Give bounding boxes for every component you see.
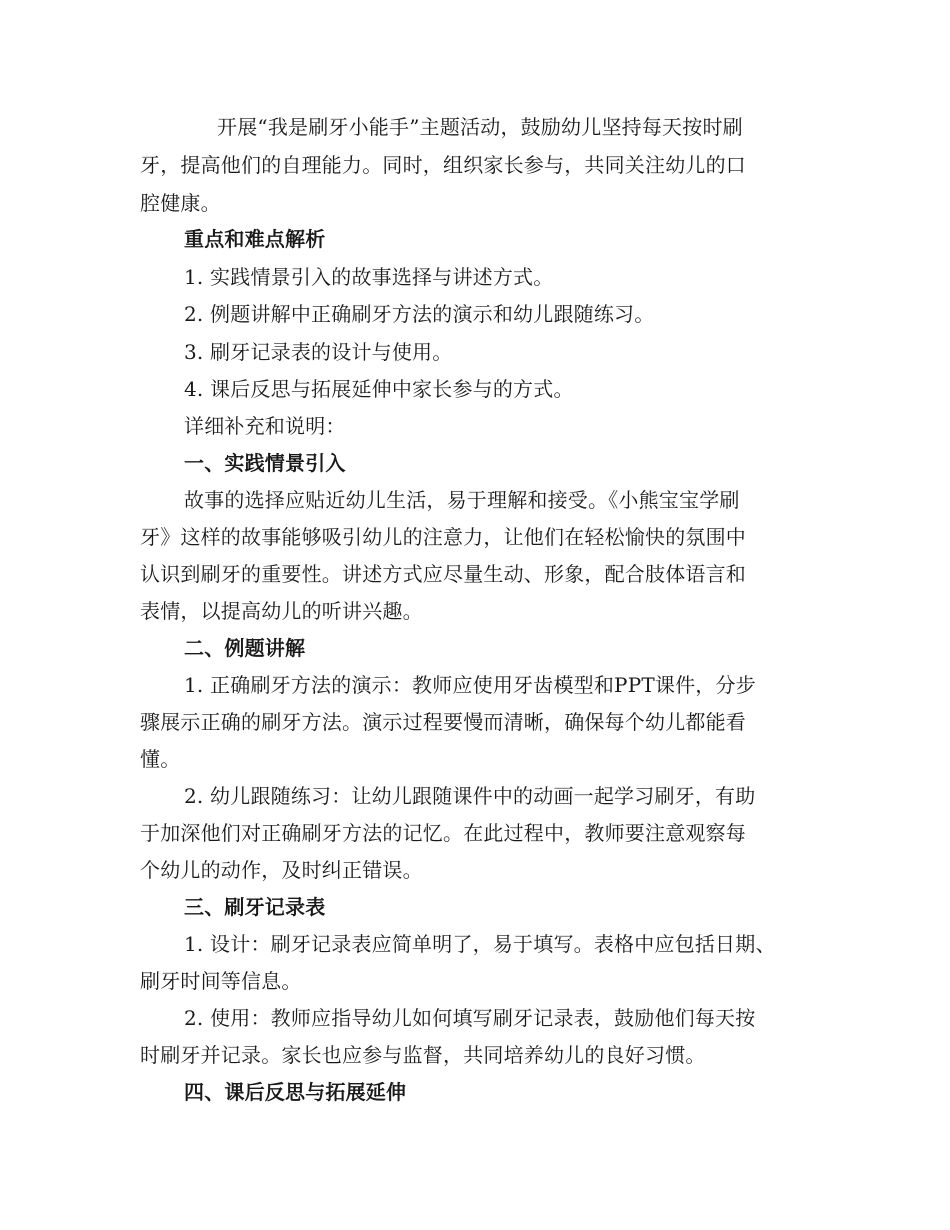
list-item: 1. 实践情景引入的故事选择与讲述方式。 [184,265,554,289]
paragraph-line: 骤展示正确的刷牙方法。演示过程要慢而清晰，确保每个幼儿都能看 [140,710,746,734]
paragraph-line: 2. 幼儿跟随练习：让幼儿跟随课件中的动画一起学习刷牙，有助 [184,784,756,808]
paragraph-line: 2. 使用：教师应指导幼儿如何填写刷牙记录表，鼓励他们每天按 [184,1006,756,1030]
paragraph-line: 刷牙时间等信息。 [140,969,302,993]
paragraph-line: 详细补充和说明： [184,414,346,438]
paragraph-line: 个幼儿的动作，及时纠正错误。 [140,858,423,882]
paragraph-line: 表情，以提高幼儿的听讲兴趣。 [140,599,423,623]
paragraph-line: 懂。 [140,747,181,771]
paragraph-line: 腔健康。 [140,191,221,215]
paragraph-line: 牙》这样的故事能够吸引幼儿的注意力，让他们在轻松愉快的氛围中 [140,525,746,549]
section-heading: 三、刷牙记录表 [184,895,326,919]
list-item: 4. 课后反思与拓展延伸中家长参与的方式。 [184,377,574,401]
paragraph-line: 1. 设计：刷牙记录表应简单明了，易于填写。表格中应包括日期、 [184,932,776,956]
section-heading: 一、实践情景引入 [184,451,346,475]
paragraph-line: 时刷牙并记录。家长也应参与监督，共同培养幼儿的良好习惯。 [140,1043,706,1067]
paragraph-line: 开展“我是刷牙小能手”主题活动，鼓励幼儿坚持每天按时刷 [217,115,743,139]
section-heading: 四、课后反思与拓展延伸 [184,1080,407,1104]
paragraph-line: 故事的选择应贴近幼儿生活，易于理解和接受。《小熊宝宝学刷 [184,488,740,512]
paragraph-line: 于加深他们对正确刷牙方法的记忆。在此过程中，教师要注意观察每 [140,821,746,845]
section-heading: 重点和难点解析 [184,227,326,251]
section-heading: 二、例题讲解 [184,636,306,660]
list-item: 2. 例题讲解中正确刷牙方法的演示和幼儿跟随练习。 [184,302,655,326]
paragraph-line: 认识到刷牙的重要性。讲述方式应尽量生动、形象，配合肢体语言和 [140,562,746,586]
paragraph-line: 牙，提高他们的自理能力。同时，组织家长参与，共同关注幼儿的口 [140,153,746,177]
list-item: 3. 刷牙记录表的设计与使用。 [184,340,453,364]
paragraph-line: 1. 正确刷牙方法的演示：教师应使用牙齿模型和PPT课件，分步 [184,673,756,697]
